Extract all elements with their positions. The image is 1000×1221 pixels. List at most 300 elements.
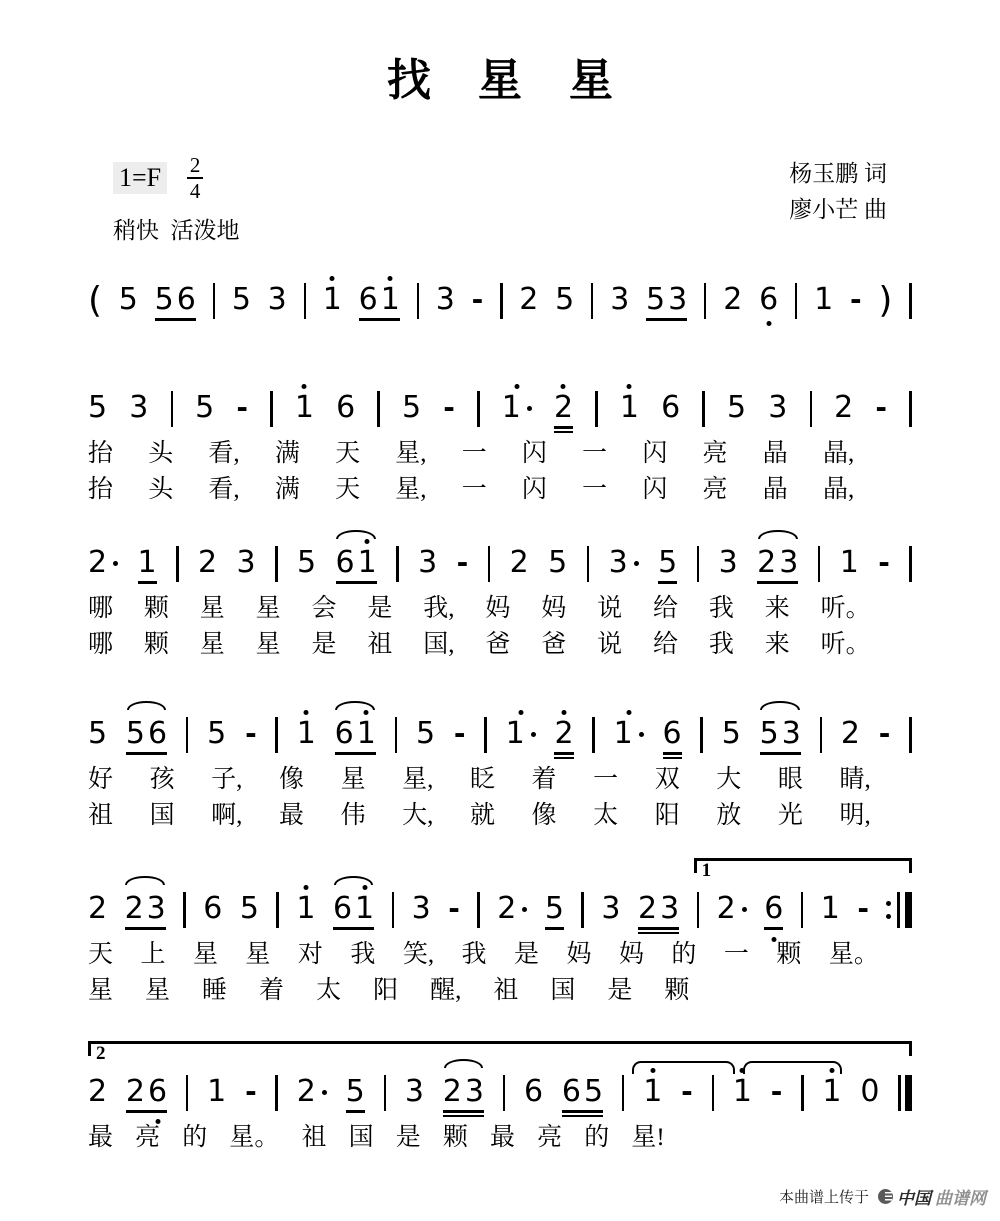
note	[148, 717, 167, 751]
note	[357, 717, 376, 751]
barline	[697, 892, 700, 928]
volta-layer	[88, 858, 912, 881]
note-digit: 2	[88, 891, 108, 926]
slur-arc	[758, 530, 798, 539]
barline	[704, 283, 707, 319]
volta-bracket	[88, 1041, 912, 1064]
note-group	[126, 1075, 167, 1113]
note	[126, 1075, 145, 1109]
dash-prolong: -	[878, 717, 891, 750]
lyric-syllable: 我	[708, 631, 734, 658]
barline	[477, 892, 480, 928]
lyric-syllable: 星	[88, 977, 114, 1004]
note	[333, 892, 352, 926]
lyric-syllable: 来	[764, 631, 790, 658]
augmentation-dot	[322, 1090, 327, 1095]
lyric-syllable: 星。	[828, 941, 879, 968]
lyric-syllable: 抬	[88, 440, 114, 467]
thick-barline	[905, 892, 912, 928]
key-signature: 1=F	[113, 162, 167, 194]
note-digit: 2	[88, 1074, 108, 1109]
header-meta	[113, 154, 887, 245]
volta-layer	[88, 1041, 912, 1064]
augmentation-dot	[742, 907, 747, 912]
barline	[417, 283, 420, 319]
lyric-syllable: 一	[593, 766, 619, 793]
note-digit: 1	[820, 891, 840, 926]
music-line	[88, 373, 912, 506]
note-digit: 3	[236, 545, 256, 580]
note	[840, 546, 859, 580]
lyric-syllable: 闪	[642, 476, 668, 503]
note	[336, 546, 355, 580]
lyric-syllable: 笑,	[402, 941, 435, 968]
barline	[801, 892, 804, 928]
barline	[484, 717, 487, 753]
note	[554, 391, 573, 429]
lyric-syllable: 的	[584, 1124, 610, 1151]
notes-row	[88, 373, 912, 429]
dash-prolong: -	[443, 391, 455, 424]
lyric-syllable: 星	[340, 766, 366, 793]
note-digit: 2	[442, 1074, 462, 1109]
note	[148, 1075, 167, 1109]
note-group	[757, 546, 798, 584]
lyric-syllable: 天	[88, 941, 114, 968]
note-digit: 2	[716, 891, 736, 926]
octave-dot-high	[561, 384, 566, 389]
barline	[304, 283, 307, 319]
lyric-syllable: 闪	[521, 440, 547, 467]
augmentation-dot	[527, 406, 532, 411]
lyric-syllable: 最	[278, 802, 304, 829]
augmentation-dot	[531, 732, 536, 737]
barline	[795, 283, 798, 319]
lyric-syllable: 国	[550, 977, 576, 1004]
note	[346, 1075, 365, 1113]
note-digit: 2	[519, 282, 539, 317]
lyric-syllable: 是	[514, 941, 540, 968]
lyric-syllable: 晶,	[822, 476, 855, 503]
note-digit: 3	[464, 1074, 484, 1109]
note-digit: 5	[721, 716, 741, 751]
note	[119, 283, 138, 317]
octave-dot-high	[650, 1068, 655, 1073]
note	[760, 717, 779, 751]
lyric-syllable: 国,	[423, 631, 455, 658]
note-digit: 1	[355, 891, 375, 926]
note	[88, 546, 118, 580]
composer-credit: 廖小芒 曲	[789, 196, 887, 222]
note-digit: 3	[660, 891, 680, 926]
lyric-syllable: 一	[461, 440, 487, 467]
note-digit: 1	[732, 1074, 752, 1109]
lyric-syllable: 大,	[402, 802, 434, 829]
barline	[702, 391, 705, 427]
lyric-row	[88, 975, 690, 1007]
note-digit: 3	[718, 545, 738, 580]
lyric-row	[88, 593, 871, 625]
lyric-syllable: 颗	[143, 595, 169, 622]
lyric-syllable: 星。	[229, 1124, 280, 1151]
thin-barline	[897, 892, 900, 928]
lyric-syllable: 亮	[537, 1124, 563, 1151]
tie-arc	[632, 1061, 735, 1074]
barline	[384, 1075, 387, 1111]
note	[138, 546, 157, 584]
note	[584, 1075, 603, 1109]
lyric-syllable: 一	[461, 476, 487, 503]
lyric-syllable: 晶	[762, 476, 788, 503]
octave-dot-high	[740, 1068, 745, 1073]
note	[297, 1075, 327, 1109]
lyric-syllable: 天	[335, 476, 361, 503]
note	[841, 717, 860, 751]
note	[412, 892, 431, 926]
barline	[396, 546, 399, 582]
lyric-syllable: 是	[607, 977, 633, 1004]
note-digit: 2	[553, 390, 574, 425]
lyric-syllable: 睡	[202, 977, 228, 1004]
notes-row	[88, 265, 912, 321]
note-digit: 6	[661, 390, 681, 425]
note	[443, 1075, 462, 1109]
lyric-syllable: 一	[582, 440, 608, 467]
slur-arc	[335, 701, 375, 710]
note	[402, 391, 421, 425]
lyric-syllable: 星	[199, 595, 225, 622]
dash-prolong: -	[857, 892, 869, 925]
note-digit: 2	[88, 545, 108, 580]
note-digit: 1	[839, 545, 859, 580]
note-group	[562, 1075, 603, 1113]
note-digit: 3	[768, 390, 788, 425]
lyric-syllable: 好	[88, 766, 114, 793]
note-digit: 6	[203, 891, 223, 926]
barline	[392, 892, 395, 928]
lyric-syllable: 明,	[839, 802, 871, 829]
lyric-syllable: 晶	[762, 440, 788, 467]
note-digit: 3	[779, 545, 799, 580]
note	[661, 391, 680, 425]
note-digit: 5	[88, 390, 108, 425]
note-digit: 5	[88, 716, 108, 751]
note-digit: 6	[335, 545, 355, 580]
octave-dot-high	[562, 710, 567, 715]
note	[519, 283, 538, 317]
note	[295, 391, 314, 425]
lyric-syllable: 星,	[395, 440, 427, 467]
barline	[622, 1075, 625, 1111]
music-line	[88, 699, 912, 832]
note-digit: 2	[198, 545, 218, 580]
lyric-syllable: 颗	[776, 941, 802, 968]
dash-prolong: -	[245, 1075, 257, 1108]
lyric-syllable: 最	[490, 1124, 516, 1151]
lyric-syllable: 的	[182, 1124, 208, 1151]
lyric-syllable: 颗	[143, 631, 169, 658]
octave-dot-high	[627, 384, 632, 389]
note-digit: 1	[613, 716, 633, 751]
barline	[488, 546, 491, 582]
note-digit: 5	[402, 390, 422, 425]
note	[88, 1075, 107, 1109]
barline	[697, 546, 700, 582]
music-line	[88, 1041, 912, 1154]
note-digit: 5	[658, 545, 678, 580]
lyric-syllable: 来	[764, 595, 790, 622]
notes-row	[88, 878, 912, 930]
note	[727, 391, 746, 425]
dash-prolong: -	[236, 391, 249, 424]
note-digit: 1	[322, 282, 342, 317]
note-group	[125, 892, 166, 930]
note	[465, 1075, 484, 1109]
note-digit: 2	[840, 716, 860, 751]
note-digit: 6	[332, 891, 353, 926]
note	[359, 283, 378, 317]
lyric-syllable: 对	[297, 941, 323, 968]
note	[782, 717, 801, 751]
lyric-row	[88, 764, 871, 796]
note-digit: 3	[781, 716, 801, 751]
note	[834, 391, 853, 425]
lyric-syllable: 抬	[88, 476, 114, 503]
note-digit: 5	[548, 545, 568, 580]
lyric-syllable: 天	[335, 440, 361, 467]
lyric-syllable: 祖	[88, 802, 114, 829]
barline	[820, 717, 823, 753]
note-digit: 5	[727, 390, 747, 425]
lyric-syllable: 祖	[367, 631, 393, 658]
note-digit: 1	[501, 390, 521, 425]
note	[658, 546, 677, 584]
dash-prolong: -	[453, 717, 466, 750]
note	[722, 717, 741, 751]
note	[195, 391, 214, 425]
note-digit: 1	[137, 545, 157, 580]
note-digit: 3	[404, 1074, 424, 1109]
thin-barline	[898, 1075, 901, 1111]
note-digit: 2	[296, 1074, 316, 1109]
dash-prolong: -	[456, 546, 469, 579]
dash-prolong: -	[875, 391, 888, 424]
lyric-syllable: 的	[671, 941, 697, 968]
slur-arc	[760, 701, 800, 710]
lyric-syllable: 国	[149, 802, 175, 829]
note-digit: 3	[411, 891, 431, 926]
lyric-syllable: 最	[88, 1124, 114, 1151]
note-digit: 6	[176, 282, 196, 317]
lyric-syllable: 颗	[442, 1124, 468, 1151]
barline	[176, 546, 179, 582]
site-logo	[878, 1184, 986, 1209]
barline	[171, 391, 174, 427]
note-group	[443, 1075, 484, 1113]
lyric-syllable: 妈	[541, 595, 567, 622]
note-digit: 1	[357, 545, 377, 580]
note	[203, 892, 222, 926]
note-digit: 3	[601, 891, 621, 926]
note	[768, 391, 787, 425]
note	[232, 283, 251, 317]
note-digit: 6	[147, 716, 168, 751]
note-digit: 3	[610, 282, 630, 317]
barline	[810, 391, 813, 427]
note-digit: 2	[638, 891, 658, 926]
note	[436, 283, 455, 317]
octave-dot-high	[514, 384, 519, 389]
lyric-syllable: 眼	[777, 766, 803, 793]
dash-prolong: -	[770, 1075, 783, 1108]
note-digit: 5	[125, 716, 145, 751]
lyric-syllable: 我	[708, 595, 734, 622]
octave-dot-high	[303, 885, 308, 890]
note-digit: 2	[125, 1074, 145, 1109]
note	[821, 892, 840, 926]
barline	[591, 283, 594, 319]
note-group	[333, 892, 374, 930]
lyric-syllable: 爸	[541, 631, 567, 658]
lyric-syllable: 阳	[373, 977, 399, 1004]
note	[297, 546, 316, 580]
octave-dot-high	[365, 539, 370, 544]
barline	[477, 391, 480, 427]
barline	[183, 892, 186, 928]
note	[418, 546, 437, 580]
slur-arc	[127, 701, 167, 710]
note-digit: 2	[124, 891, 144, 926]
score	[88, 265, 912, 1154]
note	[502, 391, 532, 425]
note	[524, 1075, 543, 1109]
barline	[909, 717, 912, 753]
lyric-syllable: 听。	[820, 631, 871, 658]
repeat-dots	[886, 901, 891, 919]
note-digit: 3	[668, 282, 688, 317]
key-time-row	[113, 154, 240, 202]
dash-prolong: -	[681, 1075, 693, 1108]
lyric-row	[88, 629, 871, 661]
note	[663, 717, 682, 755]
notes-row	[88, 528, 912, 584]
note-digit: 1	[356, 716, 376, 751]
barline	[500, 283, 503, 319]
lyric-syllable: 是	[395, 1124, 421, 1151]
lyric-syllable: 放	[716, 802, 742, 829]
lyric-syllable: 太	[593, 802, 619, 829]
lyric-syllable: 上	[140, 941, 166, 968]
note	[609, 546, 639, 580]
repeat-dot	[886, 914, 891, 919]
lyric-syllable: 太	[316, 977, 342, 1004]
note	[764, 892, 783, 930]
parenthesis: )	[878, 280, 893, 321]
note	[554, 717, 573, 755]
lyricist-credit: 杨玉鹏 词	[789, 161, 887, 186]
note	[405, 1075, 424, 1109]
lyric-syllable: 睛,	[839, 766, 871, 793]
footer-upload-text: 本曲谱上传于	[778, 1190, 869, 1206]
barline	[276, 892, 279, 928]
barline	[587, 546, 590, 582]
note	[240, 892, 259, 926]
barline	[909, 283, 912, 319]
note	[719, 546, 738, 580]
song-title: 找 星 星	[387, 56, 631, 105]
note	[88, 717, 107, 751]
note-digit: 6	[764, 891, 784, 926]
lyric-syllable: 星	[192, 941, 218, 968]
note	[814, 283, 833, 317]
lyric-syllable: 哪	[88, 631, 114, 658]
lyric-row	[88, 939, 879, 971]
note-digit: 6	[662, 716, 682, 751]
lyric-syllable: 满	[274, 440, 300, 467]
volta-label: 2	[96, 1043, 106, 1064]
lyric-syllable: 是	[311, 631, 337, 658]
barline	[909, 546, 912, 582]
note	[323, 283, 342, 317]
note-group	[760, 717, 801, 755]
note	[562, 1075, 581, 1109]
lyric-row	[88, 800, 871, 832]
note	[88, 892, 107, 926]
note	[198, 546, 217, 580]
note-digit: 1	[822, 1074, 842, 1109]
tempo-marking: 稍快 活泼地	[113, 218, 240, 243]
note-digit: 1	[294, 390, 314, 425]
lyric-syllable: 着	[531, 766, 557, 793]
barline	[818, 546, 821, 582]
lyric-syllable: 星,	[402, 766, 434, 793]
dash-prolong: -	[878, 546, 890, 579]
dash-prolong: -	[448, 892, 460, 925]
lyric-syllable: 头	[148, 476, 174, 503]
lyric-syllable: 星!	[631, 1124, 665, 1151]
lyric-syllable: 说	[597, 595, 623, 622]
lyric-syllable: 星	[245, 941, 271, 968]
lyric-syllable: 星	[145, 977, 171, 1004]
lyric-syllable: 伟	[340, 802, 366, 829]
lyric-syllable: 妈	[618, 941, 644, 968]
note-digit: 6	[561, 1074, 582, 1109]
note-digit: 1	[207, 1074, 227, 1109]
dash-prolong: -	[471, 283, 484, 316]
note	[717, 892, 747, 926]
lyric-syllable: 我,	[423, 595, 455, 622]
octave-dot-low	[771, 937, 776, 942]
note-digit: 1	[643, 1074, 663, 1109]
lyric-syllable: 阳	[654, 802, 680, 829]
barline	[377, 391, 380, 427]
lyric-syllable: 眨	[469, 766, 495, 793]
note-digit: 3	[129, 390, 149, 425]
note	[177, 283, 196, 317]
note	[237, 546, 256, 580]
note-digit: 3	[146, 891, 166, 926]
lyric-syllable: 一	[723, 941, 749, 968]
note-group	[638, 892, 679, 930]
note	[497, 892, 527, 926]
note-digit: 5	[646, 282, 666, 317]
note-digit: 5	[544, 891, 564, 926]
parenthesis: (	[88, 280, 103, 321]
barline	[186, 1075, 189, 1111]
lyric-syllable: 大	[716, 766, 742, 793]
final-barline	[898, 1075, 912, 1111]
lyric-syllable: 给	[653, 631, 679, 658]
